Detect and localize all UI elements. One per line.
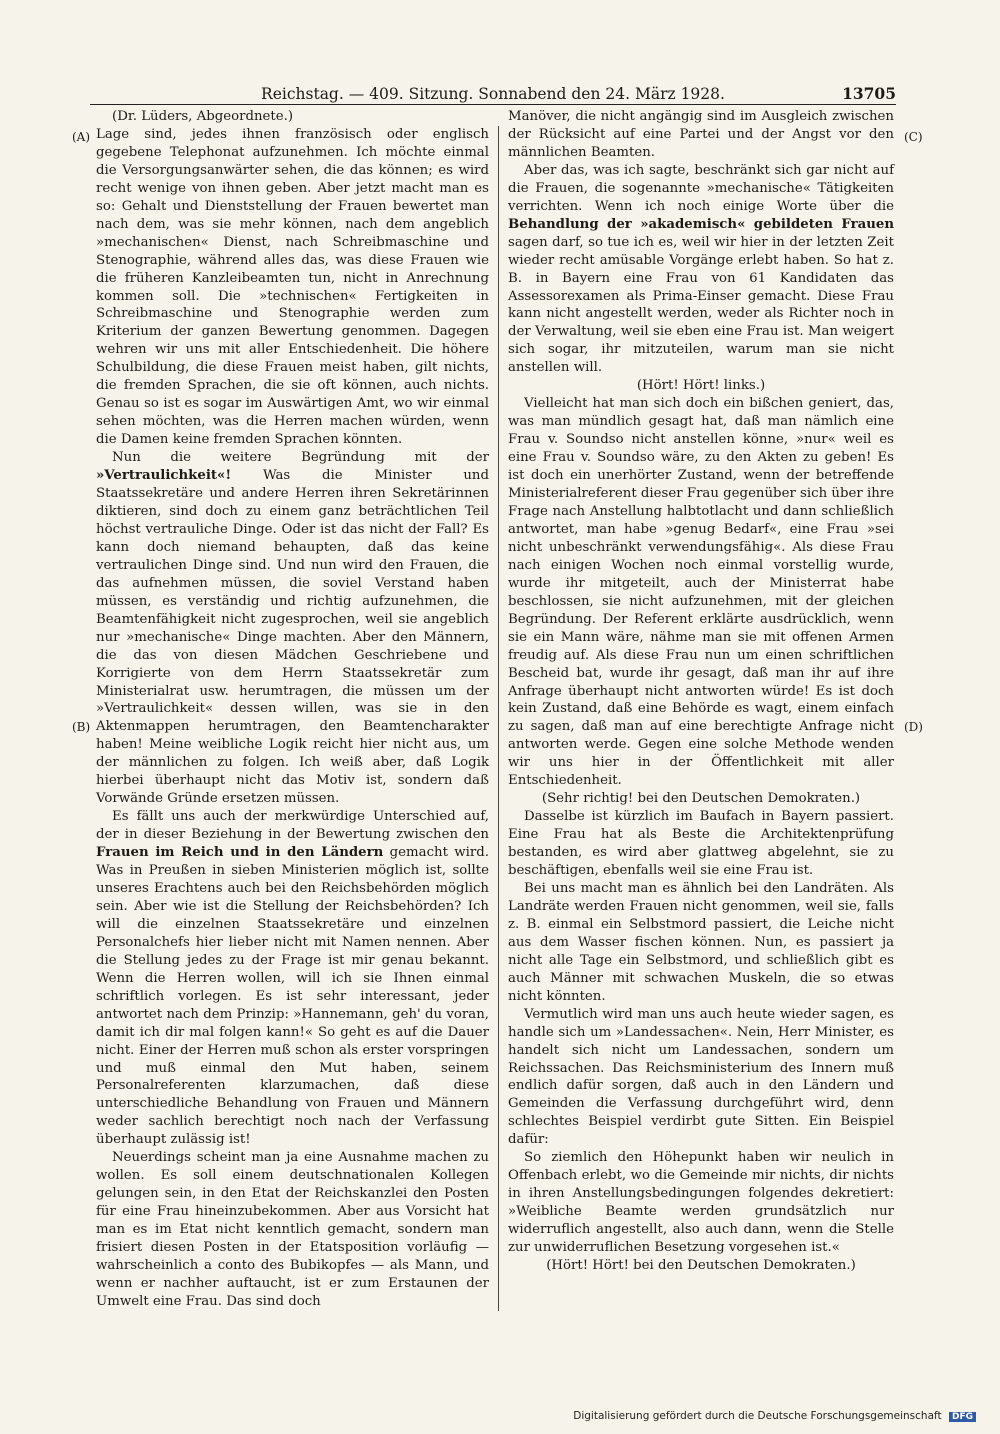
right-paragraph-2 [508,162,894,377]
right-paragraph-1: Manöver, die nicht angängig sind im Ausgleich zwischen der Rücksicht auf eine Partei und der Angst vor den männlichen Beamten. [508,109,894,160]
left-p3-text-b: gemacht wird. Was in Preußen in sieben Ministerien möglich ist, sollte unseres Erachtens auch bei den Reichsbehörden möglich sein. Aber wie ist die Stellung der Reichsbehörden? Ich will die einzelnen Staatssekretäre und einzelnen Personalchefs hier lieber nicht mit Namen nennen. Aber die Stellung jedes zu der Frage ist mir genau bekannt. Wenn die Herren wollen, will ich sie Ihnen einmal schriftlich vorlegen. Es ist sehr interessant, jeder antwortet nach dem Prinzip: »Hannemann, geh' du voran, damit ich dir mal folgen kann!« So geht es auf die Dauer nicht. Einer der Herren muß schon als erster vorspringen und muß einmal den Mut haben, seinem Personalreferenten klarzumachen, daß diese unterschiedliche Behandlung von Frauen und Männern weder sachlich berechtigt noch nach der Verfassung überhaupt zulässig ist! [96,845,489,1148]
margin-letter-c: (C) [904,130,923,144]
left-p3-text-a: Es fällt uns auch der merkwürdige Unterschied auf, der in dieser Beziehung in der Bewertung zwischen den [96,809,489,843]
left-paragraph-3 [96,808,489,1149]
right-p2-text-b: sagen darf, so tue ich es, weil wir hier in der letzten Zeit wieder recht amüsable Vorgänge erlebt haben. So hat z. B. in Bayern eine Frau von 61 Kandidaten das Assessorexamen als Prima-Einser gemacht. Diese Frau kann nicht angestellt werden, weder als Richter noch in der Verwaltung, weil sie eben eine Frau ist. Man weigert sich sogar, ihr mitzuteilen, warum man sie nicht anstellen will. [508,234,894,376]
left-paragraph-2 [96,449,489,808]
interjection-1: (Hört! Hört! links.) [636,378,766,394]
right-paragraph-5: Bei uns macht man es ähnlich bei den Landräten. Als Landräte werden Frauen nicht genommen, weil sie, falls z. B. einmal ein Selbstmord passiert, die Leiche nicht aus dem Wasser fischen können. Nun, es passiert ja nicht alle Tage ein Selbstmord, und schließlich gibt es auch Männer mit schwachen Muskeln, die so etwas nicht könnten. [508,880,894,1004]
left-column [96,108,489,1311]
interjection-3: (Hört! Hört! bei den Deutschen Demokraten.) [546,1258,856,1273]
header-title: Reichstag. — 409. Sitzung. Sonnabend den 24. März 1928. [261,85,725,103]
left-p2-text-a: Nun die weitere Begründung mit der [112,450,489,466]
left-p3-bold: Frauen im Reich und in den Ländern [96,845,384,861]
credit-text: Digitalisierung gefördert durch die Deutsche Forschungsgemeinschaft [573,1410,942,1422]
right-p2-text-a: Aber das, was ich sagte, beschränkt sich gar nicht auf die Frauen, die sogenannte »mechanische« Tätigkeiten verrichten. Wenn ich noch einige Worte über die [508,162,894,214]
right-paragraph-6: Vermutlich wird man uns auch heute wieder sagen, es handle sich um »Landessachen«. Nein, Herr Minister, es handelt sich nicht um Landessachen, sondern um Reichssachen. Das Reichsministerium des Innern muß endlich dafür sorgen, daß auch in den Ländern und Gemeinden die Verfassung durchgeführt wird, denn schlechtes Beispiel verdirbt gute Sitten. Ein Beispiel dafür: [508,1006,894,1148]
page-header [90,84,896,104]
digitization-credit [573,1410,976,1422]
margin-letter-a: (A) [72,130,91,144]
left-paragraph-4: Neuerdings scheint man ja eine Ausnahme machen zu wollen. Es soll einem deutschnationalen Kollegen gelungen sein, in den Etat der Reichskanzlei den Posten für eine Frau hineinzubekommen. Aber aus Vorsicht hat man es im Etat nicht kenntlich gemacht, sondern man frisiert diesen Posten in der Etatsposition vorläufig — wahrscheinlich a conto des Bubikopfes — als Mann, und wenn er nachher auftaucht, ist er zum Erstaunen der Umwelt eine Frau. Das sind doch [96,1150,489,1309]
right-paragraph-3: Vielleicht hat man sich doch ein bißchen geniert, das, was man mündlich gesagt hat, daß man nämlich eine Frau v. Soundso nicht anstellen könne, »nur« weil es eine Frau v. Soundso wäre, zu den Akten zu geben! Es ist doch ein unerhörter Zustand, wenn der betreffende Ministerialreferent dieser Frau gegenüber sich über ihre Frage nach Anstellung halbtotlacht und dann schließlich antwortet, man habe »genug Bedarf«, eine Frau »sei nicht unbeschränkt verwendungsfähig«. Als diese Frau nach einigen Wochen noch einmal vorstellig wurde, wurde ihr mitgeteilt, auch der Ministerrat habe beschlossen, sie nicht aufzunehmen, mit der gleichen Begründung. Der Referent erklärte ausdrücklich, wenn sie ein Mann wäre, nähme man sie mit offenen Armen freudig auf. Als diese Frau nun um einen schriftlichen Bescheid bat, wurde ihr gesagt, daß man ihr auf ihre Anfrage überhaupt nicht antworten würde! Es ist doch kein Zustand, daß eine Behörde es wagt, einem einfach zu sagen, daß man auf eine berechtigte Anfrage nicht antworten werde. Gegen eine solche Methode wenden wir uns hier in der Öffentlichkeit mit aller Entschiedenheit. [508,396,894,789]
margin-letter-b: (B) [72,720,91,734]
speaker-attribution: (Dr. Lüders, Abgeordnete.) [112,109,294,124]
dfg-logo: DFG [949,1412,976,1422]
page-number: 13705 [842,84,896,103]
margin-letter-d: (D) [904,720,923,734]
left-p2-bold: »Vertraulichkeit«! [96,468,232,484]
header-rule [90,104,896,105]
right-p2-bold: Behandlung der »akademisch« gebildeten Frauen [508,216,894,232]
right-column [508,108,894,1275]
right-paragraph-7: So ziemlich den Höhepunkt haben wir neulich in Offenbach erlebt, wo die Gemeinde mir nichts, dir nichts in ihren Anstellungsbedingungen folgendes dekretiert: »Weibliche Beamte werden grundsätzlich nur widerruflich angestellt, also auch dann, wenn die Stelle zur unwiderruflichen Besetzung vorgesehen ist.« [508,1150,894,1256]
right-paragraph-4: Dasselbe ist kürzlich im Baufach in Bayern passiert. Eine Frau hat als Beste die Architektenprüfung bestanden, es wird aber glattweg abgelehnt, sie zu beschäftigen, ebenfalls weil sie eine Frau ist. [508,809,894,879]
left-p2-text-b: Was die Minister und Staatssekretäre und andere Herren ihren Sekretärinnen diktieren, sind doch zu einem ganz beträchtlichen Teil höchst vertrauliche Dinge. Oder ist das nicht der Fall? Es kann doch niemand behaupten, daß das keine vertraulichen Dinge sind. Und nun wird den Frauen, die das aufnehmen müssen, die soviel Verstand haben müssen, es verständig und richtig aufzunehmen, die Beamtenfähigkeit nicht zugesprochen, weil sie angeblich nur »mechanische« Dinge machten. Aber den Männern, die das von diesen Mädchen Geschriebene und Korrigierte von dem Herrn Staatssekretär zum Ministerialrat usw. herumtragen, die müssen um der »Vertraulichkeit« dessen willen, was sie in den Aktenmappen herumtragen, den Beamtencharakter haben! Meine weibliche Logik reicht hier nicht aus, um der männlichen zu folgen. Ich weiß aber, daß Logik hierbei überhaupt nicht das Motiv ist, sondern daß Vorwände Gründe ersetzen müssen. [96,468,489,807]
interjection-2: (Sehr richtig! bei den Deutschen Demokraten.) [541,791,861,807]
column-divider [498,126,499,1311]
left-paragraph-1: Lage sind, jedes ihnen französisch oder englisch gegebene Telephonat aufzunehmen. Ich möchte einmal die Versorgungsanwärter sehen, die das können; es wird recht wenige von ihnen geben. Aber jetzt macht man es so: Gehalt und Dienststellung der Frauen bewertet man nach dem, was sie mehr können, nach dem angeblich »mechanischen« Dienst, nach Schreibmaschine und Stenographie, während alles das, was diese Frauen wie die früheren Kanzleibeamten tun, nicht in Anrechnung kommen soll. Die »technischen« Fertigkeiten in Schreibmaschine und Stenographie werden zum Kriterium der ganzen Bewertung genommen. Dagegen wehren wir uns mit aller Entschiedenheit. Die höhere Schulbildung, die diese Frauen meist haben, gilt nichts, die fremden Sprachen, die sie oft können, auch nichts. Genau so ist es sogar im Auswärtigen Amt, wo wir einmal sehen möchten, was die Herren machen würden, wenn die Damen keine fremden Sprachen könnten. [96,126,489,448]
